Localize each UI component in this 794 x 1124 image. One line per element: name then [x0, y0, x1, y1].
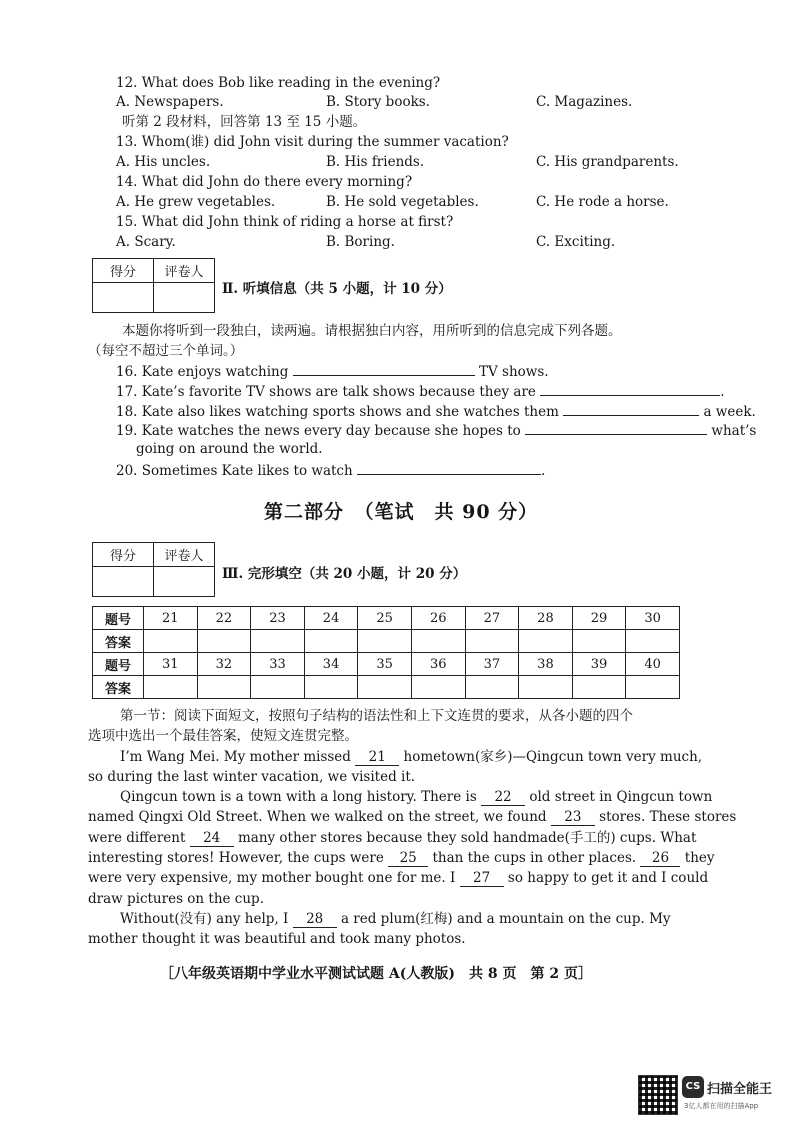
cloze-paragraph-2-line-6: draw pictures on the cup. — [88, 890, 264, 907]
text-segment: hometown(家乡)—Qingcun town very much, — [399, 748, 703, 765]
text-segment: I’m Wang Mei. My mother missed — [120, 748, 356, 765]
grader-label: 评卷人 — [154, 543, 215, 567]
section-2-instruction: 本题你将听到一段独白，读两遍。请根据独白内容，用所听到的信息完成下列各题。 — [122, 323, 622, 339]
question-19 — [116, 420, 756, 440]
question-number: 32 — [197, 653, 251, 676]
question-19-tail: what’s — [711, 423, 757, 439]
answer-cell[interactable] — [251, 630, 305, 653]
question-13-option-b: B. His friends. — [326, 154, 425, 170]
answer-cell[interactable] — [626, 630, 680, 653]
question-14-option-b: B. He sold vegetables. — [326, 194, 479, 210]
cloze-paragraph-3-line-2: mother thought it was beautiful and took many photos. — [88, 931, 466, 948]
answer-cell[interactable] — [572, 676, 626, 699]
score-box-section-2 — [92, 258, 215, 313]
section-3-title: Ⅲ. 完形填空（共 20 小题，计 20 分） — [222, 566, 467, 582]
cloze-blank-22[interactable]: 22 — [481, 789, 525, 806]
answer-label: 答案 — [93, 630, 144, 653]
text-segment: a red plum(红梅) and a mountain on the cup. My — [336, 910, 671, 927]
question-15-option-a: A. Scary. — [116, 234, 176, 250]
text-segment: named Qingxi Old Street. When we walked on the street, we found — [88, 809, 551, 826]
question-18 — [116, 401, 756, 421]
section-2-title: Ⅱ. 听填信息（共 5 小题，计 10 分） — [222, 281, 452, 297]
score-cell[interactable] — [93, 567, 154, 597]
answer-cell[interactable] — [304, 630, 358, 653]
text-segment: Qingcun town is a town with a long history. There is — [120, 789, 482, 806]
part-2-title: 第二部分 （笔试 共 90 分） — [264, 501, 539, 523]
text-segment: many other stores because they sold handmade(手工的) cups. What — [233, 829, 697, 846]
answer-cell[interactable] — [197, 676, 251, 699]
question-number: 40 — [626, 653, 680, 676]
cloze-paragraph-2-line-3 — [88, 828, 736, 848]
question-number: 29 — [572, 607, 626, 630]
question-number: 36 — [411, 653, 465, 676]
answer-cell[interactable] — [411, 630, 465, 653]
text-segment: were different — [88, 829, 190, 846]
cloze-paragraph-1-line-2: so during the last winter vacation, we visited it. — [88, 768, 416, 785]
answer-cell[interactable] — [519, 676, 573, 699]
question-17-tail: . — [720, 384, 725, 400]
question-14-stem: 14. What did John do there every morning? — [116, 174, 413, 190]
cloze-paragraph-3-line-1 — [88, 909, 736, 929]
cloze-blank-23[interactable]: 23 — [551, 809, 595, 826]
question-14-option-c: C. He rode a horse. — [536, 194, 669, 210]
scanner-app-name: 扫描全能王 — [707, 1082, 773, 1097]
answer-blank-17[interactable] — [540, 381, 720, 396]
question-number: 28 — [519, 607, 573, 630]
question-12-option-c: C. Magazines. — [536, 94, 633, 110]
question-15-option-c: C. Exciting. — [536, 234, 616, 250]
text-segment: old street in Qingcun town — [525, 789, 713, 806]
answer-cell[interactable] — [358, 676, 412, 699]
question-20-tail: . — [540, 463, 546, 479]
question-number: 34 — [304, 653, 358, 676]
cloze-blank-27[interactable]: 27 — [460, 870, 504, 887]
answer-cell[interactable] — [197, 630, 251, 653]
answer-table-answer-row — [93, 630, 680, 653]
answer-cell[interactable] — [251, 676, 305, 699]
answer-cell[interactable] — [465, 630, 519, 653]
question-15-stem: 15. What did John think of riding a horse at first? — [116, 214, 454, 230]
cloze-paragraph-2-line-1 — [88, 787, 736, 807]
answer-blank-18[interactable] — [563, 401, 699, 416]
answer-cell[interactable] — [144, 676, 198, 699]
cloze-paragraph-2-line-4 — [88, 848, 736, 868]
question-number: 37 — [465, 653, 519, 676]
section-2-instruction-note: （每空不超过三个单词。） — [88, 343, 244, 359]
cloze-instruction-continuation: 选项中选出一个最佳答案，使短文连贯完整。 — [88, 728, 358, 745]
question-14-option-a: A. He grew vegetables. — [116, 194, 276, 210]
question-number: 35 — [358, 653, 412, 676]
answer-blank-20[interactable] — [357, 460, 541, 475]
question-number: 31 — [144, 653, 198, 676]
answer-cell[interactable] — [519, 630, 573, 653]
question-12-option-b: B. Story books. — [326, 94, 430, 110]
cloze-passage — [88, 706, 736, 950]
qr-code-icon — [638, 1075, 678, 1115]
answer-table-number-row — [93, 607, 680, 630]
text-segment: were very expensive, my mother bought one for me. I — [88, 870, 460, 887]
cloze-paragraph-1-line-1 — [88, 747, 736, 767]
cloze-blank-26[interactable]: 26 — [640, 850, 680, 867]
question-number: 38 — [519, 653, 573, 676]
question-19-text: 19. Kate watches the news every day because she hopes to — [116, 423, 521, 439]
number-label: 题号 — [93, 607, 144, 630]
question-number: 30 — [626, 607, 680, 630]
scanner-app-tagline: 3亿人都在用的扫描App — [684, 1102, 759, 1110]
question-13-option-c: C. His grandparents. — [536, 154, 679, 170]
score-cell[interactable] — [93, 283, 154, 313]
cloze-paragraph-2-line-2 — [88, 807, 736, 827]
question-16-tail: TV shows. — [478, 364, 549, 380]
score-label: 得分 — [93, 543, 154, 567]
number-label: 题号 — [93, 653, 144, 676]
question-number: 26 — [411, 607, 465, 630]
grader-cell[interactable] — [154, 567, 215, 597]
answer-cell[interactable] — [572, 630, 626, 653]
grader-label: 评卷人 — [154, 259, 215, 283]
answer-label: 答案 — [93, 676, 144, 699]
question-19-continuation: going on around the world. — [136, 441, 323, 457]
answer-table — [92, 606, 680, 699]
question-17 — [116, 381, 725, 401]
question-number: 27 — [465, 607, 519, 630]
question-18-tail: a week. — [703, 404, 756, 420]
page-footer: ［八年级英语期中学业水平测试试题 A(人教版) 共 8 页 第 2 页］ — [160, 966, 592, 982]
score-box-section-3 — [92, 542, 215, 597]
answer-blank-19[interactable] — [525, 420, 707, 435]
answer-cell[interactable] — [144, 630, 198, 653]
question-number: 22 — [197, 607, 251, 630]
answer-cell[interactable] — [304, 676, 358, 699]
answer-cell[interactable] — [626, 676, 680, 699]
question-12-stem: 12. What does Bob like reading in the evening? — [116, 75, 441, 91]
question-16 — [116, 361, 549, 381]
cloze-paragraph-2-line-5 — [88, 868, 736, 888]
cloze-blank-21[interactable]: 21 — [355, 749, 399, 766]
camscanner-logo-icon: CS — [682, 1076, 704, 1098]
text-segment: so happy to get it and I could — [503, 870, 709, 887]
question-number: 24 — [304, 607, 358, 630]
question-17-text: 17. Kate’s favorite TV shows are talk shows because they are — [116, 384, 536, 400]
grader-cell[interactable] — [154, 283, 215, 313]
question-number: 33 — [251, 653, 305, 676]
cloze-instruction: 第一节：阅读下面短文，按照句子结构的语法性和上下文连贯的要求，从各小题的四个 — [120, 708, 633, 724]
passage-2-instruction: 听第 2 段材料，回答第 13 至 15 小题。 — [122, 114, 367, 130]
question-13-option-a: A. His uncles. — [116, 154, 211, 170]
question-13-stem: 13. Whom(谁) did John visit during the summer vacation? — [116, 134, 509, 150]
score-label: 得分 — [93, 259, 154, 283]
answer-cell[interactable] — [358, 630, 412, 653]
question-number: 39 — [572, 653, 626, 676]
cloze-blank-25[interactable]: 25 — [388, 850, 428, 867]
question-15-option-b: B. Boring. — [326, 234, 395, 250]
question-18-text: 18. Kate also likes watching sports shows and she watches them — [116, 404, 559, 420]
answer-table-answer-row — [93, 676, 680, 699]
cloze-blank-28[interactable]: 28 — [293, 911, 337, 928]
text-segment: stores. These stores — [594, 809, 737, 826]
answer-table-number-row — [93, 653, 680, 676]
question-20-text: 20. Sometimes Kate likes to watch — [116, 463, 353, 479]
text-segment: interesting stores! However, the cups were — [88, 850, 389, 867]
question-number: 21 — [144, 607, 198, 630]
answer-blank-16[interactable] — [293, 361, 475, 376]
question-number: 23 — [251, 607, 305, 630]
cloze-blank-24[interactable]: 24 — [190, 830, 234, 847]
answer-cell[interactable] — [465, 676, 519, 699]
question-12-option-a: A. Newspapers. — [116, 94, 224, 110]
question-20 — [116, 460, 545, 480]
answer-cell[interactable] — [411, 676, 465, 699]
text-segment: than the cups in other places. — [428, 850, 641, 867]
question-16-text: 16. Kate enjoys watching — [116, 364, 289, 380]
question-number: 25 — [358, 607, 412, 630]
text-segment: they — [680, 850, 715, 867]
text-segment: Without(没有) any help, I — [120, 910, 293, 927]
